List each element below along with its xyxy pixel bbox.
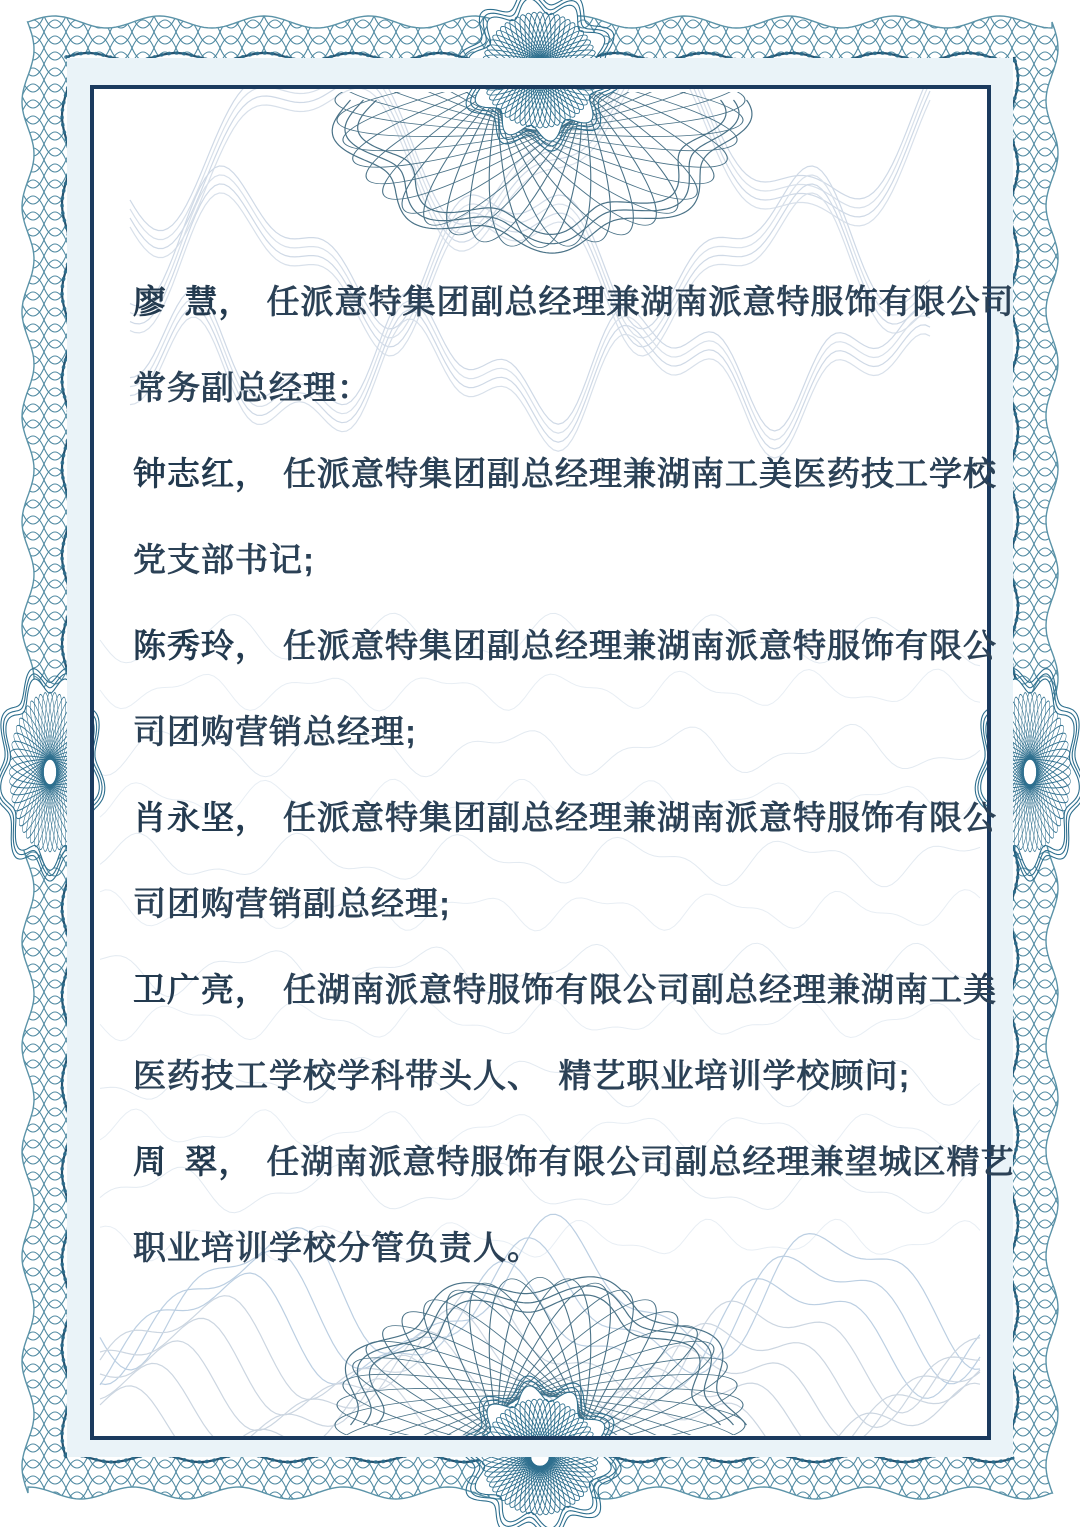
appointment-line-1 <box>133 256 1015 342</box>
appointment-text: 任湖南派意特服饰有限公司副总经理兼望城区精艺 <box>266 1142 1015 1180</box>
appointment-text: 任派意特集团副总经理兼湖南工美医药技工学校 <box>283 454 997 492</box>
appointment-line-6 <box>133 686 973 772</box>
appointment-text: 党支部书记; <box>133 540 315 578</box>
appointment-line-10 <box>133 1030 973 1116</box>
person-name: 陈秀玲， <box>133 626 269 664</box>
person-name: 卫广亮， <box>133 970 269 1008</box>
appointment-line-7 <box>133 772 997 858</box>
person-name: 廖 慧， <box>133 282 253 320</box>
appointment-text: 司团购营销总经理; <box>133 712 417 750</box>
person-name: 周 翠， <box>133 1142 253 1180</box>
appointment-text: 任派意特集团副总经理兼湖南派意特服饰有限公司 <box>266 282 1015 320</box>
appointment-line-11 <box>133 1116 1015 1202</box>
appointment-text: 常务副总经理： <box>133 368 371 406</box>
appointment-text: 医药技工学校学科带头人、 精艺职业培训学校顾问; <box>133 1056 911 1094</box>
appointment-line-12 <box>133 1202 973 1288</box>
appointment-text: 职业培训学校分管负责人。 <box>133 1228 541 1266</box>
appointment-line-5 <box>133 600 997 686</box>
appointment-text: 司团购营销副总经理; <box>133 884 451 922</box>
appointment-line-3 <box>133 428 997 514</box>
appointment-list <box>133 256 1015 1288</box>
appointment-text: 任湖南派意特服饰有限公司副总经理兼湖南工美 <box>283 970 997 1008</box>
appointment-text: 任派意特集团副总经理兼湖南派意特服饰有限公 <box>283 626 997 664</box>
appointment-text: 任派意特集团副总经理兼湖南派意特服饰有限公 <box>283 798 997 836</box>
person-name: 钟志红， <box>133 454 269 492</box>
appointment-line-4 <box>133 514 973 600</box>
appointment-line-9 <box>133 944 997 1030</box>
appointment-line-2 <box>133 342 973 428</box>
appointment-line-8 <box>133 858 973 944</box>
person-name: 肖永坚， <box>133 798 269 836</box>
